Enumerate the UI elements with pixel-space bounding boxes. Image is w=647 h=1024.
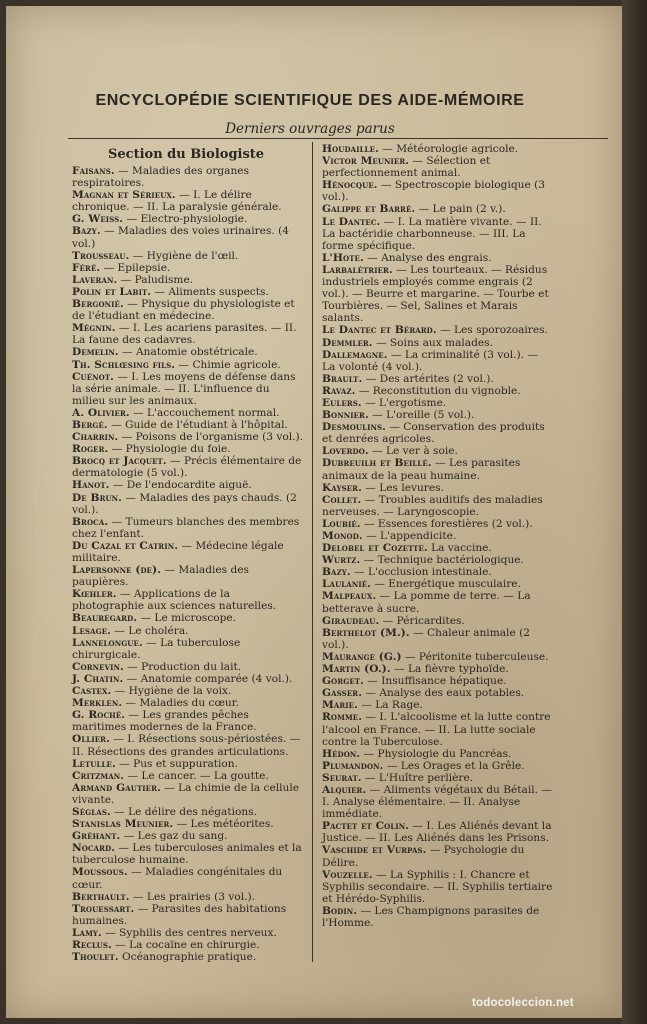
- book-entry: [322, 252, 554, 264]
- book-entry: [72, 371, 304, 407]
- book-entry: [72, 927, 304, 939]
- book-author: Merklen.: [72, 697, 123, 710]
- book-title: — Aliments suspects.: [151, 285, 269, 298]
- book-title: — Les sporozoaires.: [436, 324, 548, 337]
- book-entry: [72, 431, 304, 443]
- book-author: Bazy.: [322, 566, 351, 579]
- book-entry: [72, 443, 304, 455]
- book-author: Gasser.: [322, 687, 362, 700]
- book-title: — La chimie de la cellule vivante.: [72, 781, 299, 806]
- book-entry: [72, 709, 304, 733]
- book-entry: [72, 165, 304, 189]
- book-author: Vaschide et Vurpas.: [322, 844, 427, 857]
- book-title: — L'appendicite.: [362, 530, 457, 542]
- book-title: — I. Résections sous-périostées. — II. Résections des grandes articulations.: [72, 733, 301, 758]
- book-entry: [72, 407, 304, 419]
- book-entry: [72, 262, 304, 274]
- book-title: — Maladies du cœur.: [122, 697, 240, 710]
- book-title: — Le choléra.: [110, 624, 189, 637]
- book-entry: [72, 274, 304, 286]
- book-title: — Le délire des négations.: [110, 805, 257, 818]
- book-entry: [322, 784, 554, 820]
- book-author: Vouzelle.: [322, 868, 373, 881]
- book-author: Delobel et Cozette.: [322, 542, 428, 555]
- book-author: Mégnin.: [72, 322, 116, 335]
- book-title: — Troubles auditifs des maladies nerveuses. — Laryngoscopie.: [322, 493, 543, 518]
- book-author: Magnan et Sérieux.: [72, 189, 176, 202]
- book-title: — Essences forestières (2 vol.).: [360, 517, 533, 530]
- book-title: — Précis élémentaire de dermatologie (5 vol.).: [72, 455, 302, 480]
- book-title: — Electro-physiologie.: [123, 213, 248, 226]
- book-author: Bonnier.: [322, 409, 369, 422]
- book-title: La vaccine.: [427, 542, 492, 555]
- book-title: — Maladies congénitales du cœur.: [72, 866, 283, 891]
- book-author: Brault.: [322, 372, 363, 385]
- book-entry: [72, 866, 304, 890]
- section-heading: Section du Biologiste: [108, 147, 265, 162]
- book-entry: [322, 203, 554, 215]
- book-title: — Les météorites.: [173, 818, 274, 831]
- book-author: Giraudeau.: [322, 614, 380, 627]
- book-entry: [322, 699, 554, 711]
- book-entry: [322, 675, 554, 687]
- book-entry: [322, 264, 554, 324]
- book-author: Cornevin.: [72, 660, 124, 673]
- book-title: — Maladies des pays chauds. (2 vol.).: [72, 491, 297, 516]
- book-title: — L'accouchement normal.: [129, 406, 280, 419]
- book-author: Armand Gautier.: [72, 781, 161, 794]
- book-entry: [72, 250, 304, 262]
- book-author: Lesage.: [72, 624, 111, 637]
- book-entry: [322, 421, 554, 445]
- book-author: Du Cazal et Catrin.: [72, 539, 178, 552]
- book-entry: [72, 225, 304, 249]
- book-entry: [72, 492, 304, 516]
- book-entry: [72, 818, 304, 830]
- book-author: Bergonié.: [72, 298, 124, 311]
- book-author: Plumandon.: [322, 759, 384, 772]
- book-entry: [72, 903, 304, 927]
- book-title: — Anatomie obstétricale.: [118, 346, 258, 359]
- book-entry: [72, 830, 304, 842]
- book-title: — Les Orages et la Grêle.: [383, 759, 525, 772]
- book-entry: [322, 820, 554, 844]
- book-author: Hanot.: [72, 479, 110, 492]
- book-title: — Péritonite tuberculeuse.: [401, 650, 549, 663]
- book-author: Nocard.: [72, 842, 116, 855]
- book-entry: [322, 397, 554, 409]
- book-title: — Insuffisance hépatique.: [363, 675, 507, 688]
- book-author: Le Dantec et Bérard.: [322, 324, 437, 337]
- book-title: — La fièvre typhoïde.: [390, 663, 509, 676]
- book-entry: [72, 588, 304, 612]
- book-author: Brocq et Jacquet.: [72, 455, 167, 468]
- book-author: G. Roché.: [72, 709, 126, 722]
- book-entry: [322, 578, 554, 590]
- book-author: Castex.: [72, 685, 112, 698]
- book-author: Martin (O.).: [322, 663, 391, 676]
- book-entry: [322, 905, 554, 929]
- book-author: Alquier.: [322, 783, 367, 796]
- book-entry: [322, 457, 554, 481]
- book-entry: [322, 216, 554, 252]
- book-title: — Le microscope.: [137, 612, 237, 625]
- book-entry: [322, 530, 554, 542]
- book-entry: [322, 385, 554, 397]
- header-rule: [68, 138, 608, 139]
- book-entry: [322, 143, 554, 155]
- book-author: Bodin.: [322, 904, 358, 917]
- book-entry: [322, 324, 554, 336]
- book-author: Trousseau.: [72, 249, 130, 262]
- book-title: — L'Huître perlière.: [361, 771, 474, 784]
- book-author: Roger.: [72, 443, 109, 456]
- book-title: — Physique du physiologiste et de l'étudiant en médecine.: [72, 298, 295, 323]
- book-author: Reclus.: [72, 939, 112, 951]
- book-entry: [72, 516, 304, 540]
- book-author: Laveran.: [72, 273, 118, 286]
- book-author: Letulle.: [72, 757, 116, 770]
- book-title: — Technique bactériologique.: [360, 554, 524, 567]
- book-entry: [322, 615, 554, 627]
- book-title: — Analyse des eaux potables.: [361, 687, 525, 700]
- book-title: — Les grandes pêches maritimes modernes de la France.: [72, 709, 257, 734]
- book-title: — Maladies des voies urinaires. (4 vol.): [72, 225, 289, 250]
- left-book-list: [72, 165, 304, 963]
- book-entry: [72, 939, 304, 951]
- book-title: — Les prairies (3 vol.).: [129, 890, 255, 903]
- book-author: Beauregard.: [72, 612, 138, 625]
- book-entry: [322, 566, 554, 578]
- book-entry: [322, 760, 554, 772]
- book-title: — Syphilis des centres nerveux.: [101, 926, 277, 939]
- book-author: Dallemagne.: [322, 348, 388, 361]
- book-entry: [72, 419, 304, 431]
- book-title: — Anatomie comparée (4 vol.).: [123, 672, 293, 685]
- book-entry: [322, 590, 554, 614]
- book-edge-shadow: [622, 0, 647, 1024]
- recent-works-subtitle: Derniers ouvrages parus: [225, 121, 395, 137]
- book-title: — I. Les acariens parasites. — II. La faune des cadavres.: [72, 322, 297, 347]
- book-author: Houdaille.: [322, 143, 379, 155]
- book-entry: [322, 687, 554, 699]
- book-author: Moussous.: [72, 866, 128, 879]
- book-title: — De l'endocardite aiguë.: [109, 479, 252, 492]
- book-entry: [72, 697, 304, 709]
- book-entry: [322, 445, 554, 457]
- book-title: — L'ergotisme.: [361, 396, 447, 409]
- book-author: Demelin.: [72, 346, 119, 359]
- book-entry: [322, 748, 554, 760]
- book-entry: [322, 651, 554, 663]
- book-title: — Hygiène de l'œil.: [129, 249, 239, 262]
- book-author: Lannelongue.: [72, 636, 143, 649]
- book-author: Laulanié.: [322, 578, 371, 591]
- book-author: Stanislas Meunier.: [72, 818, 174, 831]
- book-title: — I. Les moyens de défense dans la série animale. — II. L'influence du milieu sur les animaux.: [72, 370, 296, 407]
- book-entry: [72, 298, 304, 322]
- book-entry: [72, 891, 304, 903]
- book-title: — Le ver à soie.: [368, 445, 458, 458]
- book-author: Eulers.: [322, 396, 362, 409]
- book-title: — Les gaz du sang.: [120, 830, 228, 843]
- book-entry: [322, 482, 554, 494]
- book-title: — Les tourteaux. — Résidus industriels employés comme engrais (2 vol.). — Beurre et margarine. — Tourbe et Tourbières. — Sel, Salines et Marais salants.: [322, 263, 549, 325]
- book-entry: [322, 518, 554, 530]
- book-title: — Les parasites animaux de la peau humaine.: [322, 457, 521, 482]
- book-entry: [72, 625, 304, 637]
- book-title: — Chimie agricole.: [175, 358, 281, 371]
- book-title: — Energétique musculaire.: [370, 578, 521, 591]
- book-entry: [72, 286, 304, 298]
- book-entry: [72, 806, 304, 818]
- book-title: — Hygiène de la voix.: [111, 685, 232, 698]
- book-author: Bazy.: [72, 225, 101, 238]
- book-title: — Chaleur animale (2 vol.).: [322, 626, 530, 651]
- book-entry: [322, 349, 554, 373]
- book-title: — Le pain (2 v.).: [415, 203, 506, 216]
- book-author: Galippe et Barré.: [322, 203, 416, 216]
- book-entry: [72, 612, 304, 624]
- book-title: — Maladies des paupières.: [72, 564, 249, 589]
- book-author: Gréhant.: [72, 830, 121, 843]
- book-author: Loubié.: [322, 517, 361, 530]
- book-author: Demmler.: [322, 336, 373, 349]
- book-entry: [72, 189, 304, 213]
- book-entry: [72, 455, 304, 479]
- book-author: Larbalétrier.: [322, 263, 393, 276]
- book-author: Desmoulins.: [322, 421, 386, 434]
- book-title: — I. Les Aliénés devant la Justice. — II. Les Aliénés dans les Prisons.: [322, 820, 552, 845]
- book-entry: [72, 770, 304, 782]
- book-title: — Médecine légale militaire.: [72, 539, 284, 564]
- book-entry: [72, 733, 304, 757]
- book-title: — Spectroscopie biologique (3 vol.).: [322, 179, 545, 204]
- book-title: — La criminalité (3 vol.). — La volonté (4 vol.).: [322, 348, 538, 373]
- book-author: G. Weiss.: [72, 213, 124, 226]
- book-entry: [72, 842, 304, 866]
- book-entry: [72, 951, 304, 963]
- series-title: ENCYCLOPÉDIE SCIENTIFIQUE DES AIDE-MÉMOIRE: [95, 92, 525, 109]
- book-title: — Aliments végétaux du Bétail. — I. Analyse élémentaire. — II. Analyse immédiate.: [322, 783, 552, 821]
- right-book-list: [322, 143, 554, 929]
- book-entry: [322, 844, 554, 868]
- book-entry: [72, 540, 304, 564]
- book-entry: [322, 627, 554, 651]
- book-entry: [72, 758, 304, 770]
- book-entry: [322, 337, 554, 349]
- book-author: Faisans.: [72, 165, 115, 177]
- book-title: Océanographie pratique.: [118, 951, 257, 964]
- book-author: A. Olivier.: [72, 406, 130, 419]
- book-author: Trouessart.: [72, 902, 135, 915]
- book-entry: [72, 213, 304, 225]
- book-entry: [322, 711, 554, 747]
- book-author: Ollier.: [72, 733, 110, 746]
- book-entry: [322, 373, 554, 385]
- book-title: — Les Champignons parasites de l'Homme.: [322, 904, 540, 929]
- book-title: — Physiologie du Pancréas.: [360, 747, 512, 760]
- book-title: — La cocaïne en chirurgie.: [111, 939, 260, 951]
- book-author: Hénocque.: [322, 179, 378, 192]
- book-entry: [72, 346, 304, 358]
- book-title: — Météorologie agricole.: [378, 143, 519, 155]
- book-author: Victor Meunier.: [322, 155, 410, 168]
- book-title: — Tumeurs blanches des membres chez l'enfant.: [72, 515, 300, 540]
- book-author: Thoulet.: [72, 951, 119, 964]
- book-entry: [322, 772, 554, 784]
- book-author: Kœhler.: [72, 588, 117, 601]
- book-title: — Pus et suppuration.: [115, 757, 238, 770]
- book-entry: [72, 685, 304, 697]
- book-author: Marie.: [322, 699, 358, 712]
- site-watermark: todocoleccion.net: [472, 997, 574, 1009]
- book-title: — Les levures.: [361, 481, 444, 494]
- book-author: L'Hote.: [322, 251, 364, 264]
- book-author: Critzman.: [72, 769, 125, 782]
- book-title: — I. L'alcoolisme et la lutte contre l'alcool en France. — II. La lutte sociale contre la Tuberculose.: [322, 711, 551, 748]
- book-title: — Guide de l'étudiant à l'hôpital.: [107, 418, 288, 431]
- book-entry: [72, 661, 304, 673]
- book-title: — Maladies des organes respiratoires.: [72, 165, 250, 190]
- book-author: Polin et Labit.: [72, 285, 152, 298]
- book-title: — Soins aux malades.: [372, 336, 493, 349]
- book-author: Kayser.: [322, 481, 362, 494]
- book-title: — Reconstitution du vignoble.: [355, 384, 521, 397]
- book-title: — Paludisme.: [117, 273, 194, 286]
- book-author: Broca.: [72, 515, 109, 528]
- book-title: — Production du lait.: [123, 660, 242, 673]
- book-author: Lapersonne (de).: [72, 564, 161, 577]
- book-author: Charrin.: [72, 431, 119, 444]
- book-entry: [322, 409, 554, 421]
- book-title: — Des artérites (2 vol.).: [362, 372, 494, 385]
- book-title: — Sélection et perfectionnement animal.: [322, 155, 491, 180]
- book-title: — Le cancer. — La goutte.: [124, 769, 269, 782]
- book-author: Cuénot.: [72, 370, 114, 383]
- book-title: — Physiologie du foie.: [108, 443, 231, 456]
- book-author: Gorget.: [322, 675, 364, 688]
- book-title: — La Rage.: [357, 699, 423, 712]
- book-entry: [322, 179, 554, 203]
- book-author: Wurtz.: [322, 554, 361, 567]
- book-title: — Péricardites.: [379, 614, 465, 627]
- book-author: Loverdo.: [322, 445, 369, 458]
- book-entry: [322, 869, 554, 905]
- book-author: Berthelot (M.).: [322, 626, 410, 639]
- book-title: — Applications de la photographie aux sciences naturelles.: [72, 588, 277, 613]
- book-entry: [322, 542, 554, 554]
- book-title: — La Syphilis : I. Chancre et Syphilis secondaire. — II. Syphilis tertiaire et Hérédo-Syphilis.: [322, 868, 553, 905]
- book-author: Hédon.: [322, 747, 361, 760]
- book-title: — L'occlusion intestinale.: [350, 566, 492, 579]
- book-title: — Les tuberculoses animales et la tuberculose humaine.: [72, 842, 302, 867]
- book-title: — I. Le délire chronique. — II. La paralysie générale.: [72, 189, 282, 214]
- book-author: Maurange (G.): [322, 650, 402, 663]
- book-entry: [72, 782, 304, 806]
- book-title: — Parasites des habitations humaines.: [72, 902, 287, 927]
- book-entry: [72, 479, 304, 491]
- book-author: J. Chatin.: [72, 672, 124, 685]
- book-author: Th. Schlœsing fils.: [72, 358, 176, 371]
- book-author: Pactet et Colin.: [322, 820, 410, 833]
- book-title: — Conservation des produits et denrées agricoles.: [322, 421, 545, 446]
- book-title: — Poisons de l'organisme (3 vol.).: [118, 431, 303, 444]
- book-entry: [322, 554, 554, 566]
- book-entry: [72, 637, 304, 661]
- book-author: Le Dantec.: [322, 215, 381, 228]
- book-author: Séglas.: [72, 805, 111, 818]
- book-author: Romme.: [322, 711, 363, 724]
- book-author: Ravaz.: [322, 384, 356, 397]
- book-author: Berthault.: [72, 890, 130, 903]
- book-entry: [72, 564, 304, 588]
- book-title: — La pomme de terre. — La betterave à sucre.: [322, 590, 531, 615]
- book-author: Féré.: [72, 261, 101, 274]
- book-author: Monod.: [322, 530, 363, 542]
- book-author: De Brun.: [72, 491, 122, 504]
- book-title: — I. La matière vivante. — II. La bactéridie charbonneuse. — III. La forme spécifique.: [322, 215, 542, 252]
- book-author: Bergé.: [72, 418, 108, 431]
- book-title: — Epilepsie.: [100, 261, 171, 274]
- book-entry: [72, 673, 304, 685]
- book-author: Collet.: [322, 493, 362, 506]
- book-title: — Analyse des engrais.: [363, 251, 492, 264]
- book-entry: [322, 663, 554, 675]
- book-title: — Psychologie du Délire.: [322, 844, 525, 869]
- book-entry: [322, 155, 554, 179]
- column-divider: [312, 142, 313, 962]
- book-entry: [322, 494, 554, 518]
- book-author: Dubreuilh et Beillé.: [322, 457, 432, 470]
- book-entry: [72, 359, 304, 371]
- book-author: Lamy.: [72, 926, 102, 939]
- book-entry: [72, 322, 304, 346]
- book-author: Malpeaux.: [322, 590, 377, 603]
- book-title: — L'oreille (5 vol.).: [368, 409, 475, 422]
- book-title: — La tuberculose chirurgicale.: [72, 636, 241, 661]
- book-author: Seurat.: [322, 771, 362, 784]
